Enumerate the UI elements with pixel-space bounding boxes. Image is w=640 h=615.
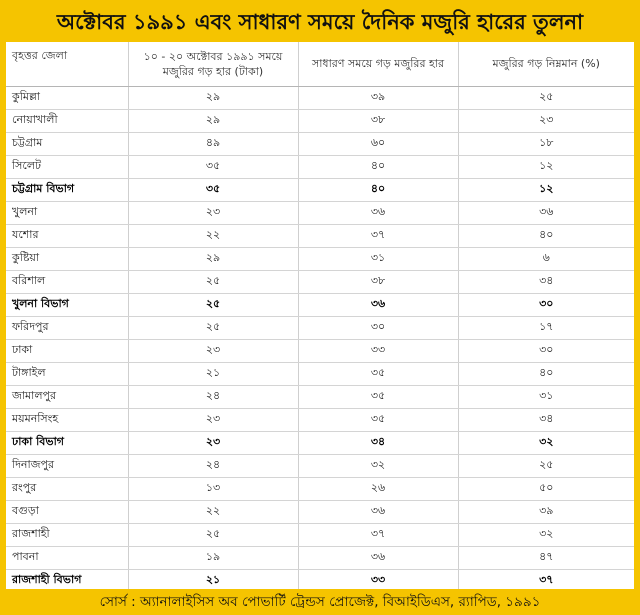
cell-normal-wage: ৬০	[298, 132, 458, 155]
table-row	[6, 155, 634, 178]
table-row	[6, 454, 634, 477]
cell-normal-wage: ৩১	[298, 247, 458, 270]
table-row	[6, 270, 634, 293]
wage-table-card	[6, 42, 634, 589]
cell-oct-1991-wage: ২৪	[128, 454, 298, 477]
header-oct-1991-wage: ১০ - ২০ অক্টোবর ১৯৯১ সময়ে মজুরির গড় হার (টাকা)	[128, 42, 298, 86]
cell-wage-decline: ৩৪	[458, 408, 634, 431]
table-body	[6, 86, 634, 589]
source-note: সোর্স : অ্যানালাইসিস অব পোভার্টি ট্রেন্ডস প্রোজেক্ট, বিআইডিএস, র‍্যাপিড, ১৯৯১	[99, 594, 541, 610]
table-row	[6, 385, 634, 408]
cell-normal-wage: ৩০	[298, 316, 458, 339]
cell-normal-wage: ২৬	[298, 477, 458, 500]
table-row	[6, 224, 634, 247]
header-normal-wage: সাধারণ সময়ে গড় মজুরির হার	[298, 42, 458, 86]
cell-normal-wage: ৩৫	[298, 385, 458, 408]
cell-normal-wage: ৩৫	[298, 362, 458, 385]
cell-oct-1991-wage: ৩৫	[128, 155, 298, 178]
cell-district: সিলেট	[6, 155, 128, 178]
cell-district: পাবনা	[6, 546, 128, 569]
cell-district: খুলনা	[6, 201, 128, 224]
cell-oct-1991-wage: ২৫	[128, 293, 298, 316]
cell-oct-1991-wage: ৩৫	[128, 178, 298, 201]
cell-oct-1991-wage: ২৫	[128, 270, 298, 293]
cell-district: বগুড়া	[6, 500, 128, 523]
cell-normal-wage: ৩৬	[298, 201, 458, 224]
page-title: অক্টোবর ১৯৯১ এবং সাধারণ সময়ে দৈনিক মজুরি হারের তুলনা	[56, 10, 584, 34]
cell-district: দিনাজপুর	[6, 454, 128, 477]
cell-normal-wage: ৩৬	[298, 293, 458, 316]
cell-wage-decline: ১২	[458, 178, 634, 201]
cell-oct-1991-wage: ২৯	[128, 247, 298, 270]
cell-oct-1991-wage: ২৪	[128, 385, 298, 408]
cell-wage-decline: ২৫	[458, 86, 634, 109]
cell-district: ময়মনসিংহ	[6, 408, 128, 431]
header-district: বৃহত্তর জেলা	[6, 42, 128, 86]
cell-wage-decline: ১৮	[458, 132, 634, 155]
table-row	[6, 408, 634, 431]
table-row	[6, 132, 634, 155]
table-row	[6, 316, 634, 339]
cell-oct-1991-wage: ১৯	[128, 546, 298, 569]
cell-wage-decline: ৩৭	[458, 569, 634, 589]
cell-wage-decline: ৩২	[458, 431, 634, 454]
cell-wage-decline: ৩১	[458, 385, 634, 408]
cell-oct-1991-wage: ২২	[128, 224, 298, 247]
header-wage-decline: মজুরির গড় নিম্নমান (%)	[458, 42, 634, 86]
cell-normal-wage: ৩৪	[298, 431, 458, 454]
table-row	[6, 201, 634, 224]
cell-district: রাজশাহী বিভাগ	[6, 569, 128, 589]
cell-normal-wage: ৩৭	[298, 224, 458, 247]
cell-normal-wage: ৪০	[298, 178, 458, 201]
cell-wage-decline: ৬	[458, 247, 634, 270]
cell-district: টাঙ্গাইল	[6, 362, 128, 385]
table-row-division-total	[6, 569, 634, 589]
table-row	[6, 247, 634, 270]
cell-district: কুমিল্লা	[6, 86, 128, 109]
cell-normal-wage: ৩৮	[298, 270, 458, 293]
table-row	[6, 362, 634, 385]
table-row	[6, 500, 634, 523]
cell-normal-wage: ৩৬	[298, 546, 458, 569]
cell-wage-decline: ৫০	[458, 477, 634, 500]
cell-oct-1991-wage: ২৯	[128, 109, 298, 132]
cell-oct-1991-wage: ২৩	[128, 431, 298, 454]
table-row-division-total	[6, 431, 634, 454]
table-row	[6, 477, 634, 500]
cell-district: কুষ্টিয়া	[6, 247, 128, 270]
cell-normal-wage: ৩৭	[298, 523, 458, 546]
cell-normal-wage: ৩৮	[298, 109, 458, 132]
cell-wage-decline: ৪৭	[458, 546, 634, 569]
cell-wage-decline: ৩২	[458, 523, 634, 546]
cell-oct-1991-wage: ৪৯	[128, 132, 298, 155]
cell-district: চট্টগ্রাম	[6, 132, 128, 155]
cell-district: ফরিদপুর	[6, 316, 128, 339]
cell-wage-decline: ৩০	[458, 293, 634, 316]
cell-normal-wage: ৩৬	[298, 500, 458, 523]
cell-normal-wage: ৩৯	[298, 86, 458, 109]
cell-oct-1991-wage: ২৫	[128, 523, 298, 546]
cell-district: রাজশাহী	[6, 523, 128, 546]
cell-normal-wage: ৩৫	[298, 408, 458, 431]
cell-district: ঢাকা	[6, 339, 128, 362]
cell-district: চট্টগ্রাম বিভাগ	[6, 178, 128, 201]
table-row-division-total	[6, 293, 634, 316]
cell-wage-decline: ৪০	[458, 362, 634, 385]
table-row	[6, 523, 634, 546]
cell-oct-1991-wage: ২১	[128, 362, 298, 385]
cell-oct-1991-wage: ২৫	[128, 316, 298, 339]
table-row	[6, 86, 634, 109]
cell-wage-decline: ৩৯	[458, 500, 634, 523]
cell-district: যশোর	[6, 224, 128, 247]
cell-wage-decline: ৩৬	[458, 201, 634, 224]
cell-district: নোয়াখালী	[6, 109, 128, 132]
cell-oct-1991-wage: ২১	[128, 569, 298, 589]
cell-oct-1991-wage: ২৯	[128, 86, 298, 109]
table-row	[6, 109, 634, 132]
cell-wage-decline: ১৭	[458, 316, 634, 339]
cell-oct-1991-wage: ২৩	[128, 339, 298, 362]
cell-district: ঢাকা বিভাগ	[6, 431, 128, 454]
cell-wage-decline: ৩০	[458, 339, 634, 362]
cell-district: রংপুর	[6, 477, 128, 500]
cell-normal-wage: ৩৩	[298, 339, 458, 362]
cell-wage-decline: ২৫	[458, 454, 634, 477]
cell-normal-wage: ৩৩	[298, 569, 458, 589]
cell-district: জামালপুর	[6, 385, 128, 408]
cell-wage-decline: ২৩	[458, 109, 634, 132]
table-header-row	[6, 42, 634, 86]
cell-wage-decline: ৪০	[458, 224, 634, 247]
cell-oct-1991-wage: ২৩	[128, 408, 298, 431]
cell-wage-decline: ৩৪	[458, 270, 634, 293]
cell-district: বরিশাল	[6, 270, 128, 293]
wage-comparison-table	[6, 42, 634, 589]
cell-district: খুলনা বিভাগ	[6, 293, 128, 316]
cell-oct-1991-wage: ১৩	[128, 477, 298, 500]
cell-normal-wage: ৪০	[298, 155, 458, 178]
cell-normal-wage: ৩২	[298, 454, 458, 477]
table-row	[6, 339, 634, 362]
cell-oct-1991-wage: ২৩	[128, 201, 298, 224]
cell-wage-decline: ১২	[458, 155, 634, 178]
cell-oct-1991-wage: ২২	[128, 500, 298, 523]
table-row	[6, 546, 634, 569]
table-row-division-total	[6, 178, 634, 201]
